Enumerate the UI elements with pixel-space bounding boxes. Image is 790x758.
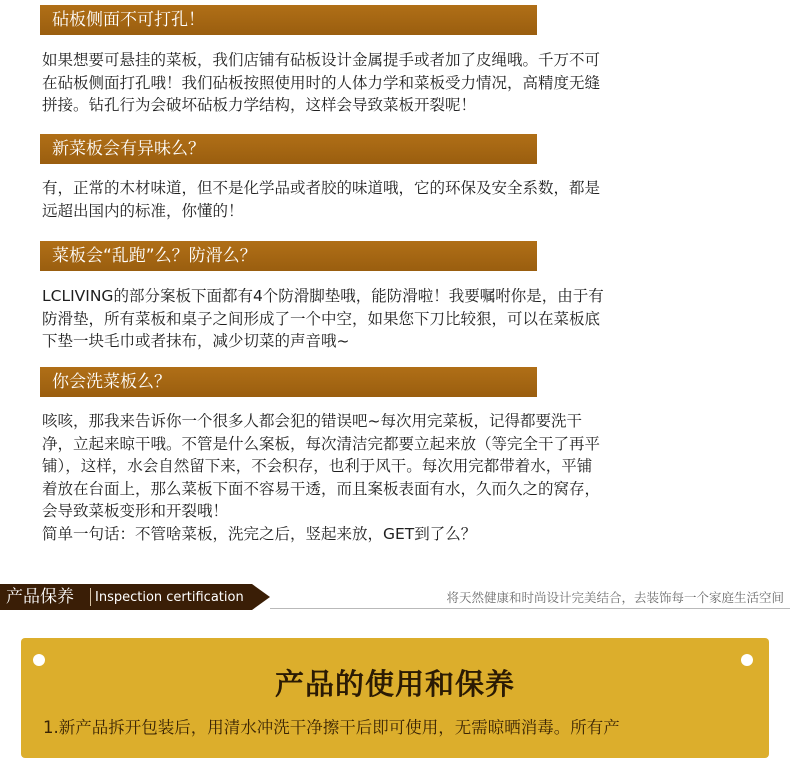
answer-line: LCLIVING的部分案板下面都有4个防滑脚垫哦，能防滑啦！我要嘱咐你是，由于有 — [42, 287, 604, 305]
answer-line: 拼接。钻孔行为会破坏砧板力学结构，这样会导致菜板开裂呢！ — [42, 96, 477, 114]
band-slogan: 将天然健康和时尚设计完美结合，去装饰每一个家庭生活空间 — [446, 590, 784, 605]
answer-line: 有，正常的木材味道，但不是化学品或者胶的味道哦，它的环保及安全系数，都是 — [42, 179, 601, 197]
answer-line: 防滑垫，所有菜板和桌子之间形成了一个中空，如果您下刀比较狠，可以在菜板底 — [42, 309, 601, 328]
section-heading-no-drilling: 砧板侧面不可打孔！ — [40, 5, 537, 35]
band-divider — [90, 588, 91, 606]
care-card — [21, 638, 769, 758]
answer-line: 下垫一块毛巾或者抹布，减少切菜的声音哦~ — [42, 332, 350, 350]
answer-line: 会导致菜板变形和开裂哦！ — [42, 502, 229, 520]
section-answer-odor — [42, 177, 702, 222]
care-title: 产品的使用和保养 — [274, 667, 515, 701]
band-title: 产品保养 — [6, 587, 74, 607]
answer-line: 净，立起来晾干哦。不管是什么案板，每次清洁完都要立起来放（等完全干了再平 — [42, 434, 601, 453]
care-first-line: 1.新产品拆开包装后，用清水冲洗干净擦干后即可使用，无需晾晒消毒。所有产 — [43, 718, 620, 737]
section-answer-washing — [42, 410, 702, 545]
section-heading-odor: 新菜板会有异味么？ — [40, 134, 537, 164]
answer-line: 着放在台面上，那么菜板下面不容易干透，而且案板表面有水，久而久之的窝存， — [42, 479, 601, 498]
band-subtitle: Inspection certification — [95, 590, 244, 605]
answer-line: 简单一句话：不管啥菜板，洗完之后，竖起来放，GET到了么？ — [42, 524, 477, 543]
section-answer-no-drilling — [42, 49, 702, 117]
section-answer-anti-slip — [42, 285, 702, 353]
answer-line: 咳咳，那我来告诉你一个很多人都会犯的错误吧~每次用完菜板，记得都要洗干 — [42, 412, 582, 430]
answer-line: 铺），这样，水会自然留下来，不会积存，也利于风干。每次用完都带着水，平铺 — [42, 457, 593, 475]
answer-line: 如果想要可悬挂的菜板，我们店铺有砧板设计金属提手或者加了皮绳哦。千万不可 — [42, 51, 601, 69]
band-underline — [270, 608, 790, 609]
product-care-band — [0, 584, 790, 614]
section-heading-anti-slip: 菜板会“乱跑”么？防滑么？ — [40, 241, 537, 271]
answer-line: 远超出国内的标准，你懂的！ — [42, 201, 244, 220]
section-heading-washing: 你会洗菜板么？ — [40, 367, 537, 397]
answer-line: 在砧板侧面打孔哦！我们砧板按照使用时的人体力学和菜板受力情况，高精度无缝 — [42, 73, 601, 92]
